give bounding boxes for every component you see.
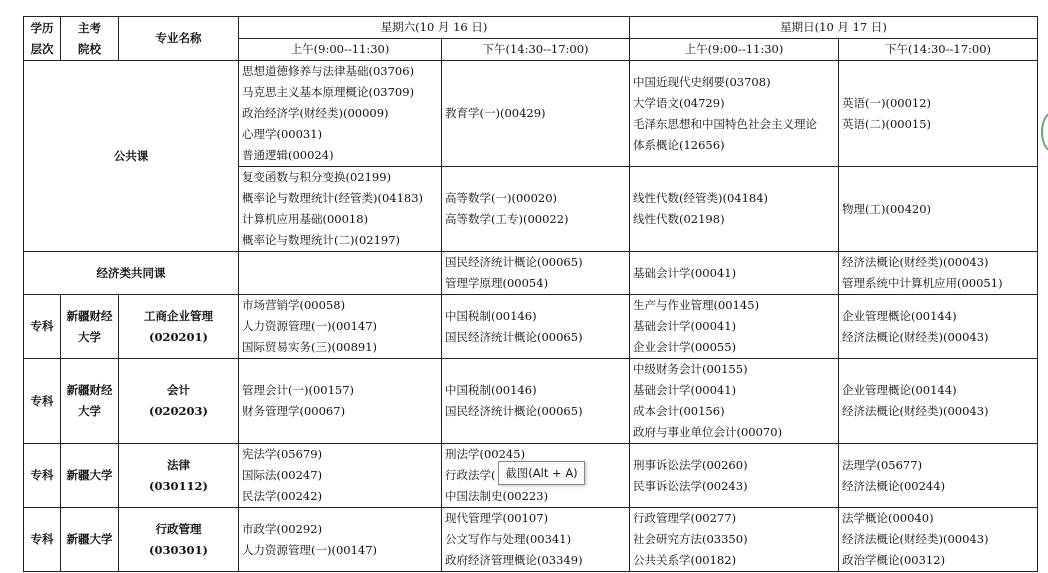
cell [839,508,1038,572]
course-item: 中国法制史(00223) [445,489,549,503]
cell [239,252,442,295]
course-item: 市政学(00292) [242,521,323,536]
course-item: 民事诉讼法学(00243) [633,478,748,493]
course-item: 市场营销学(00058) [242,298,346,312]
cell [630,508,839,572]
course-item: 复变函数与积分变换(02199) [242,170,392,184]
course-item: 马克思主义基本原理概论(03709) [242,85,415,99]
course-item: 教育学(一)(00429) [445,106,546,120]
course-item: 物理(工)(00420) [842,201,932,216]
public-row-1 [24,61,1038,167]
course-item: 行政管理学(00277) [633,511,737,525]
course-item: 行政法学( [445,468,496,482]
cell [839,61,1038,167]
cell [239,359,442,444]
cell [839,359,1038,444]
major-name: 行政管理 (030301) [119,508,239,572]
major-row [24,508,1038,572]
course-item: 企业管理概论(00144) [842,308,957,323]
course-item: 大学语文(04729) [633,95,725,110]
public-course-label: 公共课 [24,61,239,252]
course-item: 中国税制(00146) [445,383,537,397]
cell [442,508,630,572]
course-item: 国际法(00247) [242,468,323,482]
major-row [24,295,1038,359]
exam-schedule-table [23,16,1038,572]
cell [839,295,1038,359]
course-item: 高等数学(工专)(00022) [445,212,569,226]
course-item: 人力资源管理(一)(00147) [242,542,378,557]
cell [239,295,442,359]
major-school: 新疆大学 [61,444,119,508]
course-item: 企业管理概论(00144) [842,383,957,397]
edge-widget-icon[interactable] [1041,112,1048,152]
course-item: 经济法概论(00244) [842,478,946,493]
course-item: 财务管理学(00067) [242,404,346,418]
course-item: 现代管理学(00107) [445,511,549,525]
cell [239,508,442,572]
major-level: 专科 [24,295,61,359]
cell [630,167,839,252]
course-item: 线性代数(02198) [633,212,725,226]
cell [442,61,630,167]
course-item: 国际贸易实务(三)(00891) [242,340,378,354]
course-item: 基础会计学(00041) [633,383,737,397]
major-row [24,359,1038,444]
course-item: 英语(二)(00015) [842,116,932,131]
header-row-days [24,17,1038,39]
course-item: 心理学(00031) [242,127,323,141]
course-item: 社会研究方法(03350) [633,532,748,546]
cell [630,252,839,295]
major-name: 法律 (030112) [119,444,239,508]
course-item: 基础会计学(00041) [633,319,737,333]
course-item: 经济法概论(财经类)(00043) [842,532,989,546]
cell [239,444,442,508]
course-item: 思想道德修养与法律基础(03706) [242,64,415,78]
course-item: 政府经济管理概论(03349) [445,553,583,567]
header-slot: 下午(14:30--17:00) [839,39,1038,61]
course-item: 概率论与数理统计(二)(02197) [242,233,401,247]
cell [442,252,630,295]
course-item: 刑事诉讼法学(00260) [633,457,748,472]
course-item: 基础会计学(00041) [633,265,737,280]
cell [239,61,442,167]
course-item: 经济法概论(财经类)(00043) [842,404,989,418]
major-school: 新疆财经 大学 [61,295,119,359]
econ-label: 经济类共同课 [24,252,239,295]
course-item: 英语(一)(00012) [842,95,932,110]
cell [442,359,630,444]
major-school: 新疆财经 大学 [61,359,119,444]
screenshot-tooltip: 截图(Alt + A) [498,461,585,485]
major-level: 专科 [24,508,61,572]
course-item: 高等数学(一)(00020) [445,191,558,205]
course-item: 国民经济统计概论(00065) [445,329,583,344]
course-item: 线性代数(经管类)(04184) [633,191,769,205]
header-day-saturday: 星期六(10 月 16 日) [239,17,630,39]
course-item: 公共关系学(00182) [633,553,737,567]
econ-row [24,252,1038,295]
course-item: 计算机应用基础(00018) [242,212,369,226]
course-item: 中国近现代史纲要(03708) [633,74,771,89]
course-item: 中国税制(00146) [445,308,537,323]
header-day-sunday: 星期日(10 月 17 日) [630,17,1038,39]
course-item: 政府与事业单位会计(00070) [633,425,783,439]
header-level: 学历 层次 [24,17,61,61]
cell [839,167,1038,252]
cell [442,295,630,359]
header-slot: 上午(9:00--11:30) [630,39,839,61]
course-item: 政治经济学(财经类)(00009) [242,106,389,120]
course-item: 政治学概论(00312) [842,553,946,567]
cell [442,167,630,252]
course-item: 国民经济统计概论(00065) [445,255,583,269]
course-item: 刑法学(00245) [445,447,526,461]
header-major: 专业名称 [119,17,239,61]
major-school: 新疆大学 [61,508,119,572]
course-item: 毛泽东思想和中国特色社会主义理论 [633,116,817,131]
course-item: 国民经济统计概论(00065) [445,404,583,418]
course-item: 普通逻辑(00024) [242,148,334,162]
course-item: 体系概论(12656) [633,137,725,152]
cell [630,359,839,444]
course-item: 人力资源管理(一)(00147) [242,319,378,333]
course-item: 经济法概论(财经类)(00043) [842,329,989,344]
course-item: 法理学(05677) [842,457,923,472]
major-name: 工商企业管理 (020201) [119,295,239,359]
course-item: 宪法学(05679) [242,447,323,461]
course-item: 法学概论(00040) [842,511,934,525]
cell [839,252,1038,295]
course-item: 管理学原理(00054) [445,276,549,290]
course-item: 管理会计(一)(00157) [242,383,355,397]
major-level: 专科 [24,444,61,508]
header-school: 主考 院校 [61,17,119,61]
course-item: 公文写作与处理(00341) [445,532,572,546]
course-item: 企业会计学(00055) [633,340,737,354]
cell [630,444,839,508]
course-item: 成本会计(00156) [633,404,725,418]
cell [630,61,839,167]
cell [239,167,442,252]
header-slot: 上午(9:00--11:30) [239,39,442,61]
cell [630,295,839,359]
course-item: 管理系统中计算机应用(00051) [842,276,1003,290]
course-item: 经济法概论(财经类)(00043) [842,255,989,269]
course-item: 民法学(00242) [242,489,323,503]
major-name: 会计 (020203) [119,359,239,444]
major-level: 专科 [24,359,61,444]
course-item: 生产与作业管理(00145) [633,298,760,312]
course-item: 概率论与数理统计(经管类)(04183) [242,191,424,205]
cell [839,444,1038,508]
header-slot: 下午(14:30--17:00) [442,39,630,61]
course-item: 中级财务会计(00155) [633,362,748,376]
